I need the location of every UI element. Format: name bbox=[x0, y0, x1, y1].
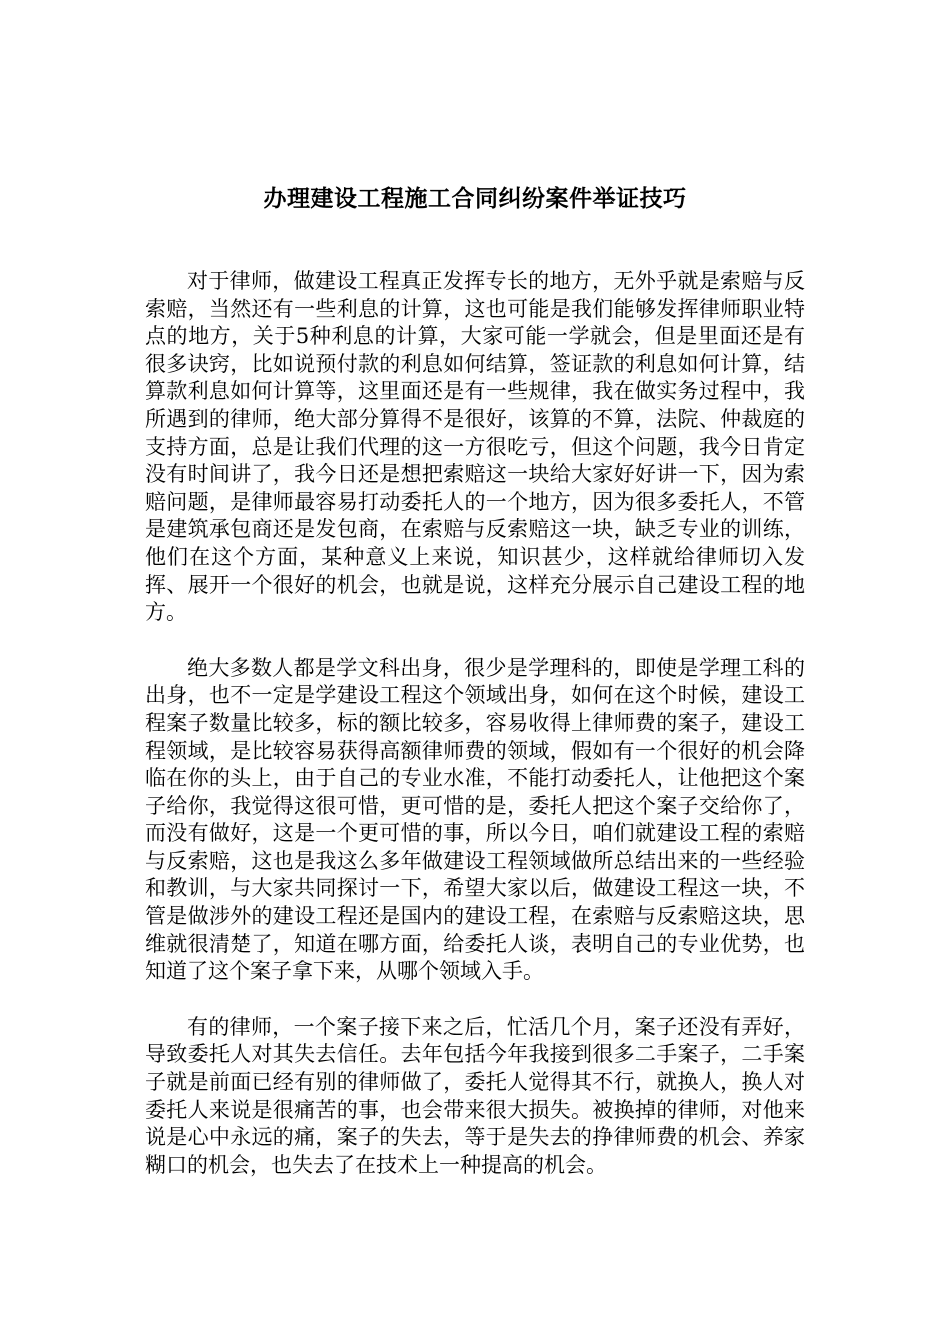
paragraph-3: 有的律师，一个案子接下来之后，忙活几个月，案子还没有弄好，导致委托人对其失去信任。去年包括今年我接到很多二手案子，二手案子就是前面已经有别的律师做了，委托人觉得其不行，就换人，换人对委托人来说是很痛苦的事，也会带来很大损失。被换掉的律师，对他来说是心中永远的痛，案子的失去，等于是失去的挣律师费的机会、养家糊口的机会，也失去了在技术上一种提高的机会。 bbox=[145, 1014, 805, 1177]
paragraph-2: 绝大多数人都是学文科出身，很少是学理科的，即使是学理工科的出身，也不一定是学建设工程这个领域出身，如何在这个时候，建设工程案子数量比较多，标的额比较多，容易收得上律师费的案子，建设工程领域，是比较容易获得高额律师费的领域，假如有一个很好的机会降临在你的头上，由于自己的专业水准，不能打动委托人，让他把这个案子给你，我觉得这很可惜，更可惜的是，委托人把这个案子交给你了，而没有做好，这是一个更可惜的事，所以今日，咱们就建设工程的索赔与反索赔，这也是我这么多年做建设工程领域做所总结出来的一些经验和教训，与大家共同探讨一下，希望大家以后，做建设工程这一块，不管是做涉外的建设工程还是国内的建设工程，在索赔与反索赔这块，思维就很清楚了，知道在哪方面，给委托人谈，表明自己的专业优势，也知道了这个案子拿下来，从哪个领域入手。 bbox=[145, 655, 805, 984]
paragraph-1: 对于律师，做建设工程真正发挥专长的地方，无外乎就是索赔与反索赔，当然还有一些利息的计算，这也可能是我们能够发挥律师职业特点的地方，关于5种利息的计算，大家可能一学就会，但是里面还是有很多诀窍，比如说预付款的利息如何结算，签证款的利息如何计算，结算款利息如何计算等，这里面还是有一些规律，我在做实务过程中，我所遇到的律师，绝大部分算得不是很好，该算的不算，法院、仲裁庭的支持方面，总是让我们代理的这一方很吃亏，但这个问题，我今日肯定没有时间讲了，我今日还是想把索赔这一块给大家好好讲一下，因为索赔问题，是律师最容易打动委托人的一个地方，因为很多委托人，不管是建筑承包商还是发包商，在索赔与反索赔这一块，缺乏专业的训练，他们在这个方面，某种意义上来说，知识甚少，这样就给律师切入发挥、展开一个很好的机会，也就是说，这样充分展示自己建设工程的地方。 bbox=[145, 269, 805, 625]
document-body bbox=[145, 268, 805, 1207]
document-title: 办理建设工程施工合同纠纷案件举证技巧 bbox=[263, 185, 687, 212]
